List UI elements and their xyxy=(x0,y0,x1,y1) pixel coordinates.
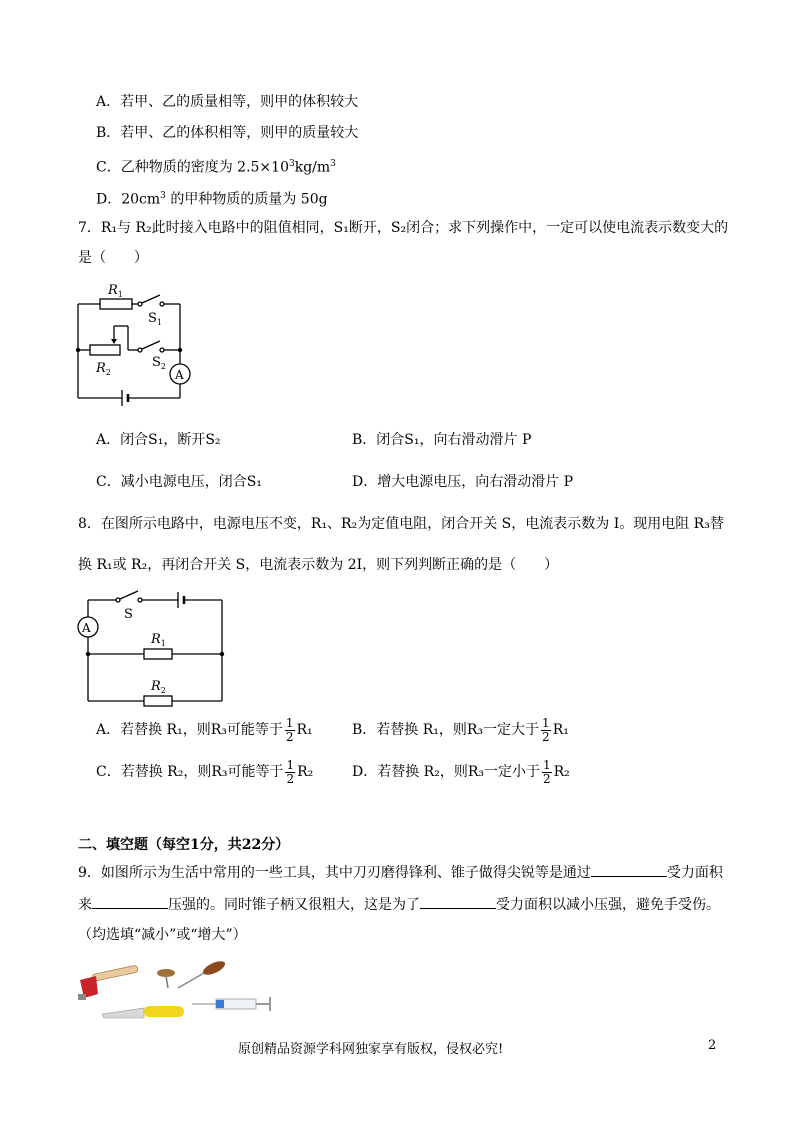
q7-s2-label: $S_2$ xyxy=(152,355,166,371)
footer-copyright: 原创精品资源学科网独家享有版权，侵权必究! xyxy=(238,1042,504,1057)
q7-option-b: B．闭合S₁，向右滑动滑片 P xyxy=(352,432,532,448)
q8-r2-label: $R_2$ xyxy=(151,679,166,695)
q7-option-c: C．减小电源电压，闭合S₁ xyxy=(96,474,262,490)
q8-option-b: B．若替换 R₁，则R₃一定大于 $\frac{1}{2}$ R₁ xyxy=(352,715,569,744)
q8-option-a: A．若替换 R₁，则R₃可能等于 $\frac{1}{2}$ R₁ xyxy=(96,715,313,744)
answer-blank-2[interactable] xyxy=(92,894,168,909)
q8-ammeter-label: A xyxy=(82,621,91,635)
axe-icon xyxy=(78,965,138,1000)
q8-switch-label: S xyxy=(124,607,133,622)
q9-stem-line1: 9．如图所示为生活中常用的一些工具，其中刀刃磨得锋利、锥子做得尖锐等是通过 受力面积 xyxy=(78,862,723,883)
page-number: 2 xyxy=(708,1038,717,1053)
q6-option-a: A．若甲、乙的质量相等，则甲的体积较大 xyxy=(96,94,359,110)
knife-icon xyxy=(102,1006,184,1018)
section-title-fill-in: 二、填空题（每空1分，共22分） xyxy=(78,837,290,853)
awl-icon xyxy=(178,958,227,988)
q7-option-a: A．闭合S₁，断开S₂ xyxy=(96,432,221,448)
q7-r2-label: $R_2$ xyxy=(96,361,111,377)
q8-stem-line2: 换 R₁或 R₂，再闭合开关 S，电流表示数为 2I，则下列判断正确的是（ ） xyxy=(78,557,559,573)
fraction-half: $\frac{1}{2}$ xyxy=(285,715,294,744)
fraction-half: $\frac{1}{2}$ xyxy=(542,757,551,786)
fraction-half: $\frac{1}{2}$ xyxy=(542,715,550,744)
pushpin-icon xyxy=(157,969,175,988)
q7-stem-line1: 7．R₁与 R₂此时接入电路中的阻值相同，S₁断开，S₂闭合；求下列操作中，一定可以使电流表示数变大的 xyxy=(78,220,729,236)
q8-stem-line1: 8．在图所示电路中，电源电压不变，R₁、R₂为定值电阻，闭合开关 S，电流表示数为 I。现用电阻 R₃替 xyxy=(78,516,724,532)
q9-hint: （均选填“减小”或“增大”） xyxy=(78,927,247,943)
tools-illustration xyxy=(74,958,284,1024)
q6-option-d: D．$20cm^3$ 的甲种物质的质量为 50g xyxy=(96,191,328,208)
q6-option-c: C．乙种物质的密度为 $2.5\times 10^3kg/m^3$ xyxy=(96,159,336,176)
q7-s1-label: $S_1$ xyxy=(148,311,162,327)
q7-ammeter-label: A xyxy=(175,368,184,382)
q8-r1-label: $R_1$ xyxy=(151,632,166,648)
q7-circuit-diagram xyxy=(70,278,200,412)
q6-option-b: B．若甲、乙的体积相等，则甲的质量较大 xyxy=(96,125,359,141)
q8-circuit-diagram xyxy=(74,586,230,708)
q9-stem-line2: 来 压强的。同时锥子柄又很粗大，这是为了 受力面积以减小压强，避免手受伤。 xyxy=(78,894,720,915)
fraction-half: $\frac{1}{2}$ xyxy=(286,757,295,786)
q7-r1-label: $R_1$ xyxy=(108,283,123,299)
answer-blank-3[interactable] xyxy=(420,894,496,909)
answer-blank-1[interactable] xyxy=(591,862,667,877)
q7-stem-line2: 是（ ） xyxy=(78,250,148,266)
q8-option-d: D．若替换 R₂，则R₃一定小于 $\frac{1}{2}$ R₂ xyxy=(352,757,570,786)
q7-option-d: D．增大电源电压，向右滑动滑片 P xyxy=(352,474,574,490)
q8-option-c: C．若替换 R₂，则R₃可能等于 $\frac{1}{2}$ R₂ xyxy=(96,757,314,786)
syringe-icon xyxy=(192,997,270,1011)
